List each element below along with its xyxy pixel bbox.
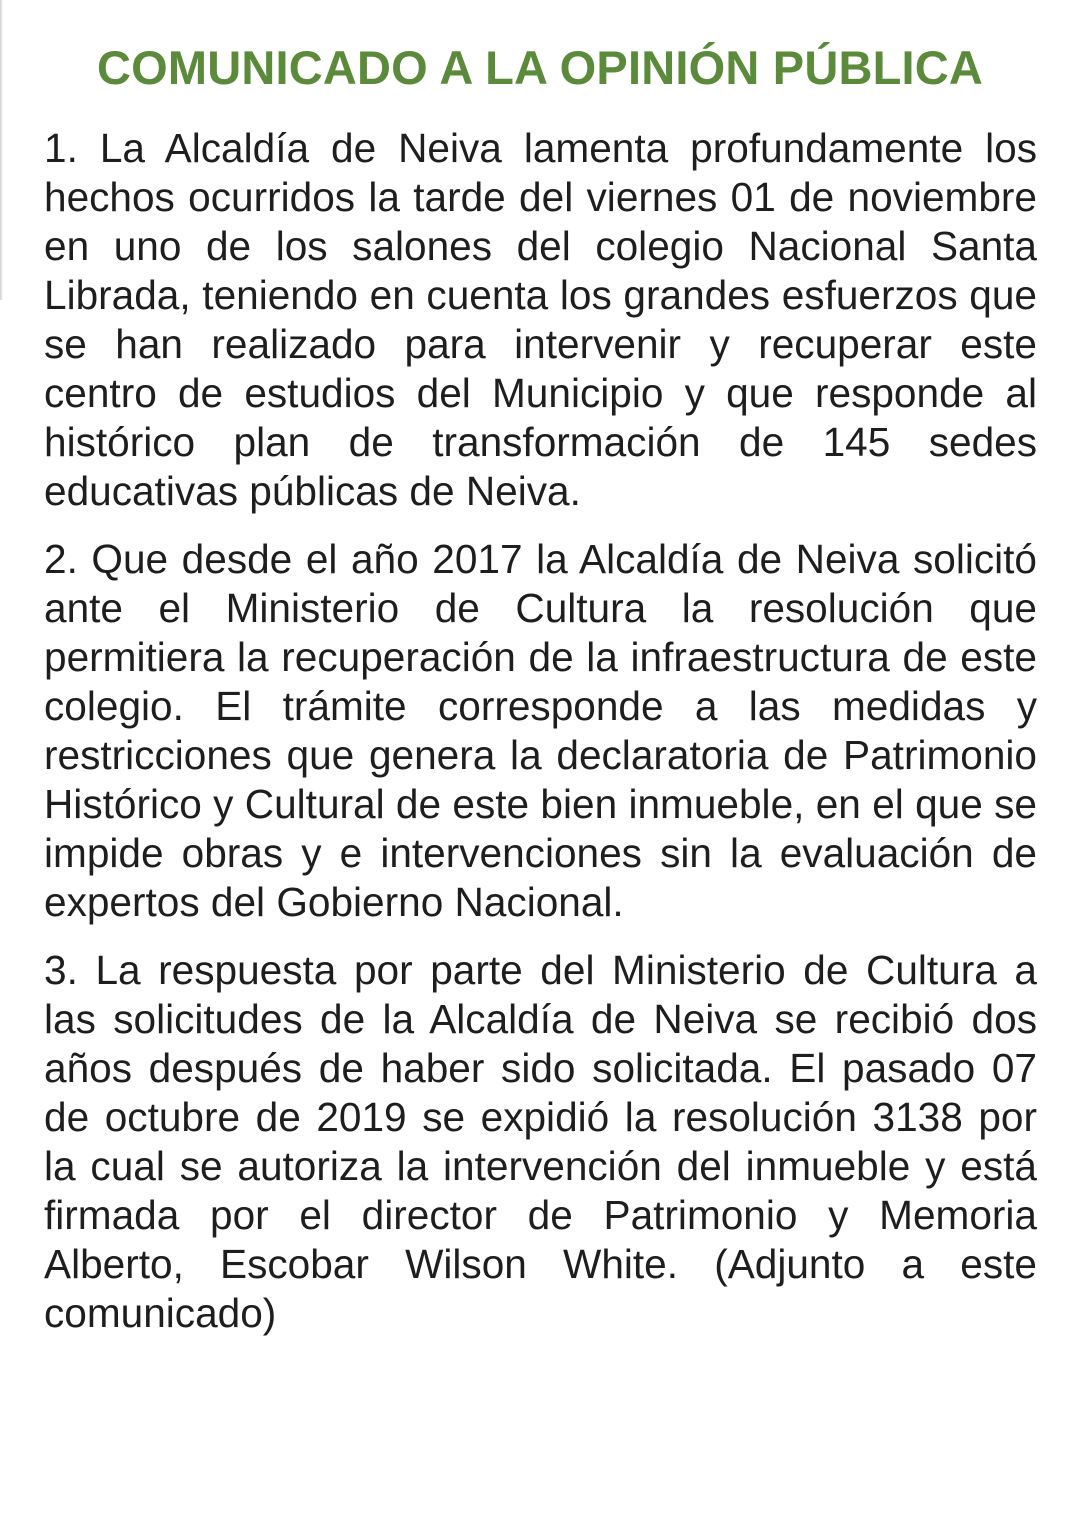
document-title: COMUNICADO A LA OPINIÓN PÚBLICA bbox=[96, 41, 984, 94]
page-edge-shadow bbox=[0, 0, 3, 300]
paragraph-3: 3. La respuesta por parte del Ministerio de Cultura a las solicitudes de la Alcaldía de Neiva se recibió dos años después de haber sido solicitada. El pasado 07 de octubre de 2019 se expidió la resolución 3138 por la cual se autoriza la intervención del inmueble y está firmada por el director de Patrimonio y Memoria Alberto, Escobar Wilson White. (Adjunto a este comunicado) bbox=[44, 947, 1037, 1336]
document-body bbox=[44, 124, 1037, 1357]
paragraph-1: 1. La Alcaldía de Neiva lamenta profundamente los hechos ocurridos la tarde del viernes 01 de noviembre en uno de los salones del colegio Nacional Santa Librada, teniendo en cuenta los grandes esfuerzos que se han realizado para intervenir y recuperar este centro de estudios del Municipio y que responde al histórico plan de transformación de 145 sedes educativas públicas de Neiva. bbox=[44, 125, 1037, 514]
paragraph-2: 2. Que desde el año 2017 la Alcaldía de Neiva solicitó ante el Ministerio de Cultura la resolución que permitiera la recuperación de la infraestructura de este colegio. El trámite corresponde a las medidas y restricciones que genera la declaratoria de Patrimonio Histórico y Cultural de este bien inmueble, en el que se impide obras y e intervenciones sin la evaluación de expertos del Gobierno Nacional. bbox=[44, 536, 1037, 925]
